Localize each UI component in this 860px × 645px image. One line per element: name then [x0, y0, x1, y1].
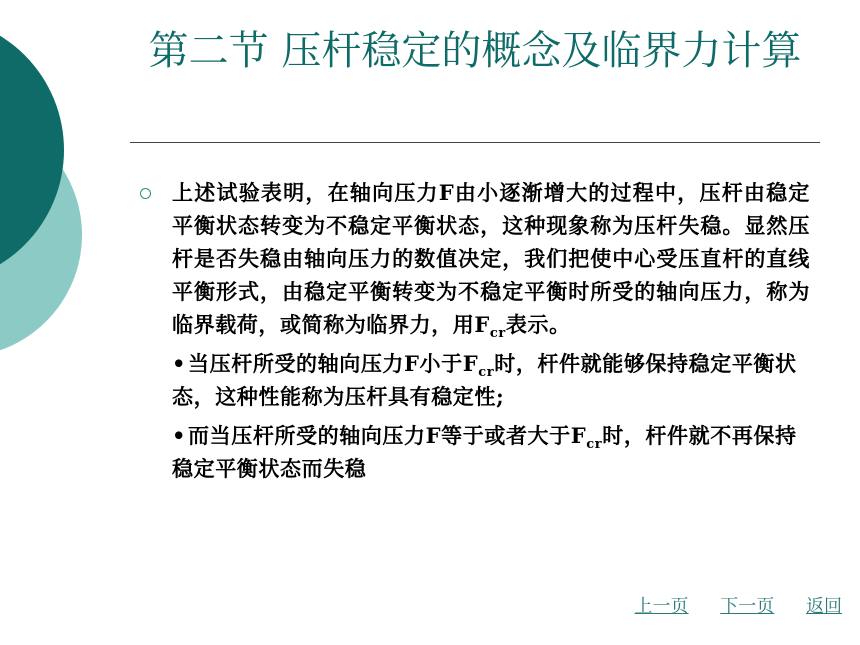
- sub-item-2-text-2: 时，杆件就不再保持稳定平衡状态而失稳: [172, 423, 797, 481]
- paragraph-text-2: 表示。: [505, 312, 571, 337]
- paragraph-text-1: 上述试验表明，在轴向压力F由小逐渐增大的过程中，压杆由稳定平衡状态转变为不稳定平衡状态，这种现象称为压杆失稳。显然压杆是否失稳由轴向压力的数值决定，我们把使中心受压直杆的直线平衡形式，由稳定平衡转变为不稳定平衡时所受的轴向压力，称为临界载荷，或简称为临界力，用F: [172, 180, 810, 337]
- slide-navigation: [609, 592, 842, 618]
- next-page-link[interactable]: 下一页: [720, 596, 775, 617]
- sub-item-2: [172, 419, 810, 485]
- main-bullet-item: [140, 176, 810, 485]
- hollow-circle-bullet-icon: [140, 188, 151, 199]
- main-paragraph: [172, 176, 810, 341]
- dot-bullet-icon: •: [172, 423, 187, 448]
- dot-bullet-icon: •: [172, 351, 187, 376]
- sub-item-1-text-1: 当压杆所受的轴向压力F小于F: [188, 351, 479, 376]
- title-divider: [130, 142, 820, 143]
- subscript-cr: cr: [489, 326, 506, 342]
- subscript-cr: cr: [478, 365, 495, 381]
- back-link[interactable]: 返回: [806, 596, 842, 617]
- slide-content: [140, 176, 810, 485]
- subscript-cr: cr: [586, 437, 603, 453]
- decorative-circles: [0, 0, 140, 400]
- slide-title: 第二节 压杆稳定的概念及临界力计算: [148, 28, 802, 74]
- prev-page-link[interactable]: 上一页: [634, 596, 689, 617]
- sub-item-2-text-1: 而当压杆所受的轴向压力F等于或者大于F: [188, 423, 587, 448]
- sub-item-1: [172, 347, 810, 413]
- sub-item-1-text-2: 时，杆件就能够保持稳定平衡状态，这种性能称为压杆具有稳定性;: [172, 351, 797, 409]
